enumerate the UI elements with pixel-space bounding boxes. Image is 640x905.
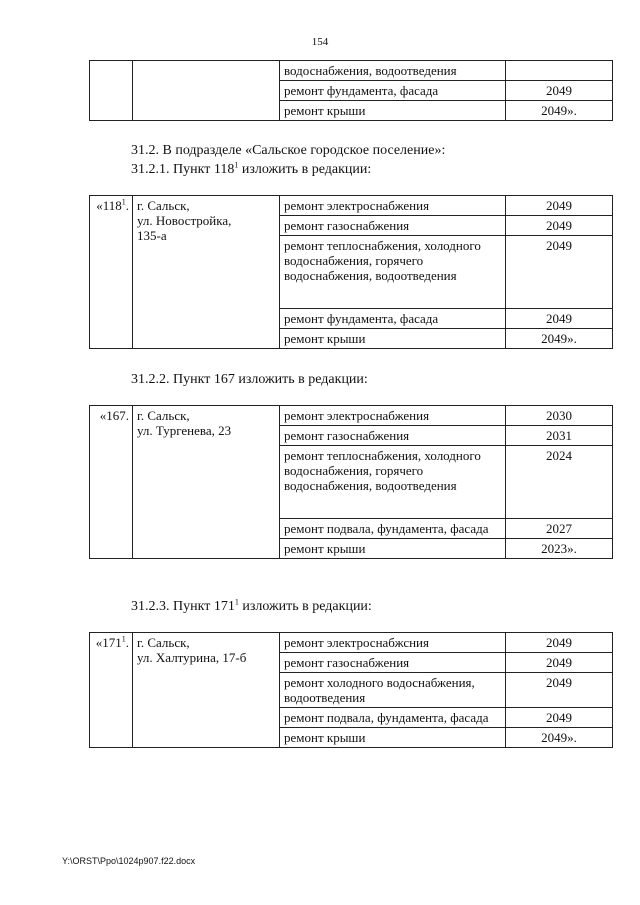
- work-type-cell: водоснабжения, водоотведения: [280, 61, 506, 81]
- year-cell: 2024: [506, 446, 613, 519]
- address-line: ул. Халтурина, 17-б: [137, 650, 247, 665]
- work-type-cell: ремонт теплоснабжения, холодного водоснабжения, горячего водоснабжения, водоотведения: [280, 236, 506, 309]
- work-type-cell: ремонт холодного водоснабжения, водоотведения: [280, 673, 506, 708]
- address-cell: [133, 633, 280, 748]
- address-line: г. Сальск,: [137, 408, 190, 423]
- work-type-cell: ремонт электроснабжения: [280, 406, 506, 426]
- work-type-cell: ремонт электроснабжсния: [280, 633, 506, 653]
- year-cell: 2049».: [506, 101, 613, 121]
- item-171-1-table: [89, 632, 613, 748]
- paragraph-text: изложить в редакции:: [238, 162, 372, 177]
- work-type-cell: ремонт фундамента, фасада: [280, 309, 506, 329]
- table-row: [90, 406, 613, 426]
- paragraph-31-2-3: [131, 599, 372, 615]
- work-type-cell: ремонт подвала, фундамента, фасада: [280, 519, 506, 539]
- item-number: «171: [95, 635, 122, 650]
- superscript: 1: [234, 597, 239, 607]
- paragraph-text: 31.2.1. Пункт 118: [131, 162, 235, 177]
- work-type-cell: ремонт электроснабжения: [280, 196, 506, 216]
- file-path-footer: Y:\ORST\Ppo\1024p907.f22.docx: [62, 856, 196, 866]
- item-number-suffix: .: [125, 198, 129, 213]
- work-type-cell: ремонт фундамента, фасада: [280, 81, 506, 101]
- year-cell: 2030: [506, 406, 613, 426]
- address-line: ул. Новостройка,: [137, 213, 232, 228]
- address-line: г. Сальск,: [137, 198, 190, 213]
- item-number-cell: [90, 61, 133, 121]
- year-cell: 2049: [506, 673, 613, 708]
- continuation-table: [89, 60, 613, 121]
- work-type-cell: ремонт подвала, фундамента, фасада: [280, 708, 506, 728]
- year-cell: 2049: [506, 309, 613, 329]
- year-cell: 2023».: [506, 539, 613, 559]
- year-cell: 2049: [506, 633, 613, 653]
- year-cell: 2031: [506, 426, 613, 446]
- work-type-cell: ремонт крыши: [280, 329, 506, 349]
- work-type-cell: ремонт газоснабжения: [280, 426, 506, 446]
- superscript: 1: [121, 197, 126, 207]
- year-cell: 2049».: [506, 728, 613, 748]
- address-cell: [133, 61, 280, 121]
- work-type-cell: ремонт газоснабжения: [280, 653, 506, 673]
- year-cell: 2049: [506, 196, 613, 216]
- work-type-cell: ремонт крыши: [280, 539, 506, 559]
- address-cell: [133, 196, 280, 349]
- table-row: [90, 196, 613, 216]
- year-cell: 2049: [506, 216, 613, 236]
- year-cell: 2049: [506, 81, 613, 101]
- work-type-cell: ремонт крыши: [280, 101, 506, 121]
- address-cell: [133, 406, 280, 559]
- work-type-cell: ремонт крыши: [280, 728, 506, 748]
- item-number-cell: [90, 633, 133, 748]
- year-cell: 2049: [506, 236, 613, 309]
- year-cell: 2049: [506, 653, 613, 673]
- year-cell: 2027: [506, 519, 613, 539]
- item-118-1-table: [89, 195, 613, 349]
- year-cell: [506, 61, 613, 81]
- paragraph-31-2-2: 31.2.2. Пункт 167 изложить в редакции:: [131, 372, 368, 387]
- paragraph-text: 31.2.3. Пункт 171: [131, 599, 235, 614]
- year-cell: 2049: [506, 708, 613, 728]
- paragraph-31-2-1: [131, 162, 371, 178]
- item-167-table: [89, 405, 613, 559]
- table-row: [90, 633, 613, 653]
- year-cell: 2049».: [506, 329, 613, 349]
- work-type-cell: ремонт газоснабжения: [280, 216, 506, 236]
- item-number-suffix: .: [125, 635, 129, 650]
- page-number: 154: [311, 36, 329, 48]
- superscript: 1: [121, 634, 126, 644]
- address-line: г. Сальск,: [137, 635, 190, 650]
- table-row: [90, 61, 613, 81]
- paragraph-text: изложить в редакции:: [238, 599, 372, 614]
- item-number-cell: [90, 196, 133, 349]
- section-header: 31.2. В подразделе «Сальское городское поселение»:: [131, 143, 446, 158]
- work-type-cell: ремонт теплоснабжения, холодного водоснабжения, горячего водоснабжения, водоотведения: [280, 446, 506, 519]
- superscript: 1: [234, 160, 239, 170]
- address-line: 135-а: [137, 228, 167, 243]
- address-line: ул. Тургенева, 23: [137, 423, 232, 438]
- item-number: «118: [96, 198, 122, 213]
- item-number-cell: «167.: [90, 406, 133, 559]
